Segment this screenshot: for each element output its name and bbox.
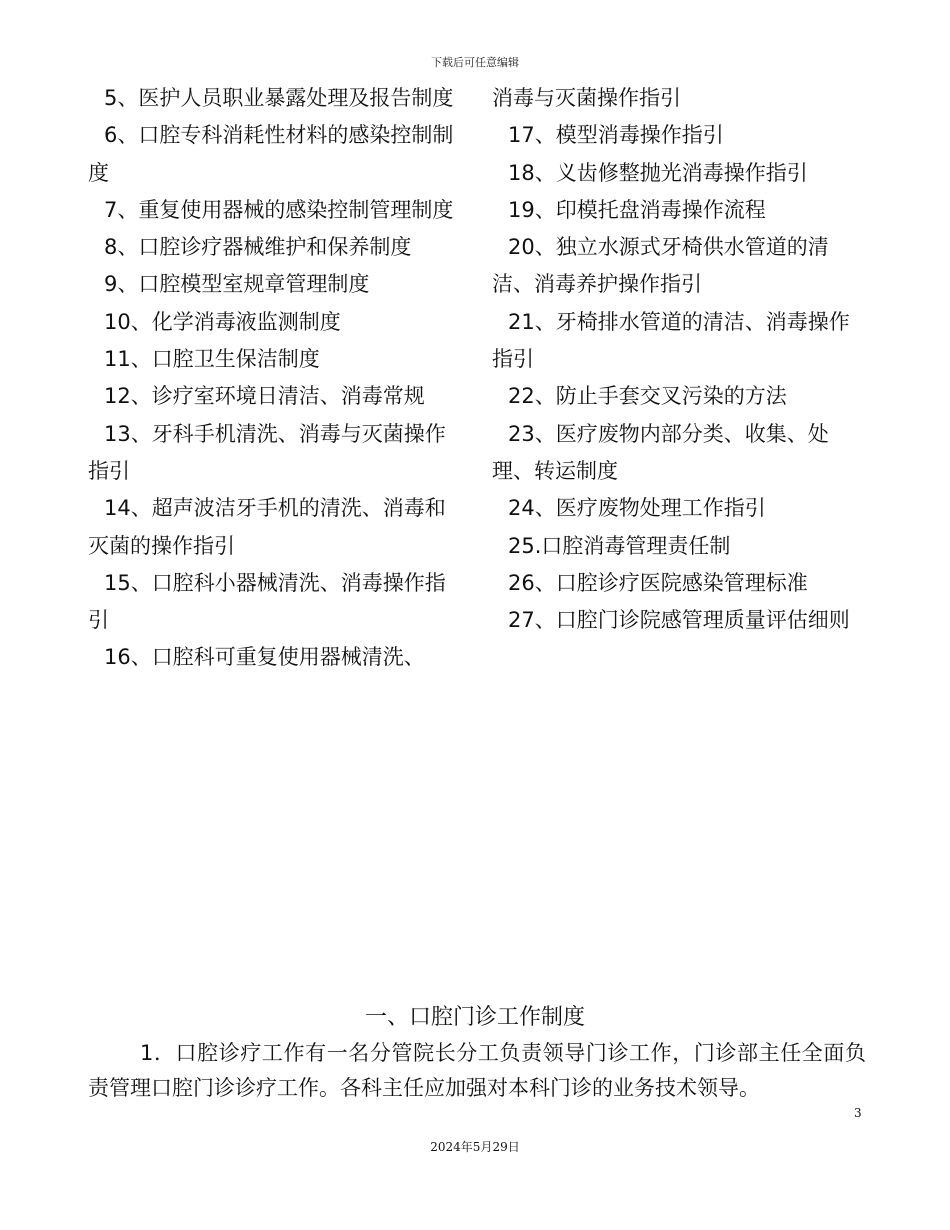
left-column: [88, 80, 462, 677]
list-item: 16、口腔科可重复使用器械清洗、: [104, 645, 425, 670]
list-item: 5、医护人员职业暴露处理及报告制度: [104, 86, 454, 110]
list-item: 11、口腔卫生保洁制度: [104, 347, 320, 372]
list-item: 21、牙椅排水管道的清洁、消毒操作指引: [492, 309, 850, 372]
list-item: 18、义齿修整抛光消毒操作指引: [508, 160, 808, 185]
body-paragraph: 1．口腔诊疗工作有一名分管院长分工负责领导门诊工作，门诊部主任全面负责管理口腔门诊诊疗工作。各科主任应加强对本科门诊的业务技术领导。: [88, 1041, 866, 1100]
list-item: 17、模型消毒操作指引: [508, 123, 724, 148]
right-column: [492, 80, 866, 639]
list-item: 19、印模托盘消毒操作流程: [508, 197, 766, 222]
section-title: 一、口腔门诊工作制度: [364, 1005, 585, 1030]
list-item: 9、口腔模型室规章管理制度: [104, 272, 370, 297]
page-number: 3: [854, 1106, 862, 1120]
list-item: 24、医疗废物处理工作指引: [508, 496, 766, 521]
list-item: 14、超声波洁牙手机的清洗、消毒和灭菌的操作指引: [88, 496, 446, 558]
list-item: 22、防止手套交叉污染的方法: [508, 384, 787, 409]
list-item: 23、医疗废物内部分类、收集、处理、转运制度: [492, 421, 829, 483]
list-item: 12、诊疗室环境日清洁、消毒常规: [104, 384, 425, 409]
list-item: 26、口腔诊疗医院感染管理标准: [508, 570, 808, 595]
footer-date: 2024年5月29日: [430, 1140, 520, 1154]
list-item: 13、牙科手机清洗、消毒与灭菌操作指引: [88, 421, 446, 483]
list-item: 6、口腔专科消耗性材料的感染控制制度: [88, 123, 454, 185]
list-item: 8、口腔诊疗器械维护和保养制度: [104, 235, 412, 260]
list-item: 27、口腔门诊院感管理质量评估细则: [508, 608, 850, 633]
list-item: 20、独立水源式牙椅供水管道的清洁、消毒养护操作指引: [492, 235, 829, 297]
list-item: 7、重复使用器械的感染控制管理制度: [104, 197, 454, 222]
list-item: 25.口腔消毒管理责任制: [508, 533, 731, 558]
list-item-continuation: 消毒与灭菌操作指引: [492, 86, 681, 110]
page-header: 下载后可任意编辑: [431, 56, 519, 69]
list-item: 15、口腔科小器械清洗、消毒操作指引: [88, 570, 446, 633]
list-item: 10、化学消毒液监测制度: [104, 309, 341, 334]
